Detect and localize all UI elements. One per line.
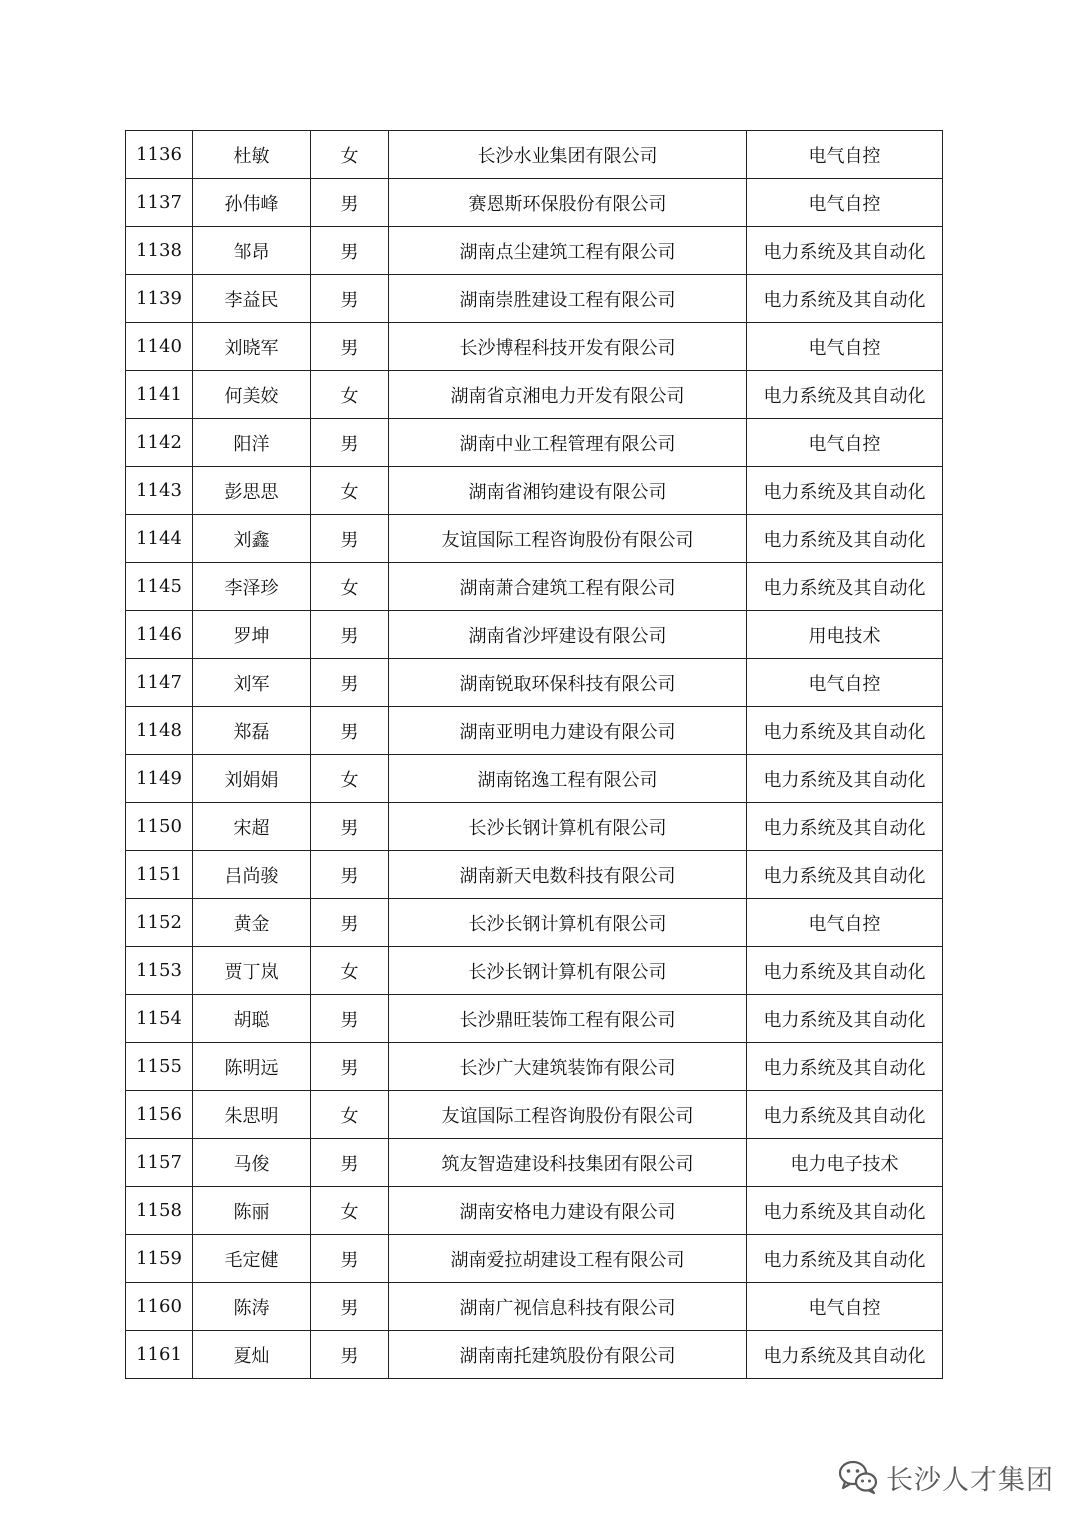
cell-company: 友谊国际工程咨询股份有限公司 xyxy=(389,515,747,563)
cell-company: 长沙长钢计算机有限公司 xyxy=(389,899,747,947)
cell-gender: 女 xyxy=(311,1091,389,1139)
cell-company: 湖南铭逸工程有限公司 xyxy=(389,755,747,803)
cell-name: 黄金 xyxy=(193,899,311,947)
cell-number: 1156 xyxy=(126,1091,193,1139)
table-row xyxy=(126,1187,943,1235)
cell-company: 湖南省京湘电力开发有限公司 xyxy=(389,371,747,419)
cell-major: 电力系统及其自动化 xyxy=(747,1235,943,1283)
cell-company: 湖南中业工程管理有限公司 xyxy=(389,419,747,467)
cell-number: 1148 xyxy=(126,707,193,755)
watermark xyxy=(838,1457,1054,1497)
table-row xyxy=(126,803,943,851)
table-row xyxy=(126,419,943,467)
cell-company: 赛恩斯环保股份有限公司 xyxy=(389,179,747,227)
table-row xyxy=(126,1043,943,1091)
cell-gender: 男 xyxy=(311,1043,389,1091)
cell-major: 电力电子技术 xyxy=(747,1139,943,1187)
cell-name: 朱思明 xyxy=(193,1091,311,1139)
cell-major: 电力系统及其自动化 xyxy=(747,515,943,563)
cell-company: 湖南锐取环保科技有限公司 xyxy=(389,659,747,707)
cell-name: 胡聪 xyxy=(193,995,311,1043)
table-row xyxy=(126,371,943,419)
cell-major: 电力系统及其自动化 xyxy=(747,755,943,803)
cell-name: 陈明远 xyxy=(193,1043,311,1091)
cell-company: 湖南新天电数科技有限公司 xyxy=(389,851,747,899)
cell-number: 1146 xyxy=(126,611,193,659)
cell-number: 1153 xyxy=(126,947,193,995)
cell-major: 电气自控 xyxy=(747,323,943,371)
cell-company: 湖南亚明电力建设有限公司 xyxy=(389,707,747,755)
cell-company: 筑友智造建设科技集团有限公司 xyxy=(389,1139,747,1187)
cell-number: 1136 xyxy=(126,131,193,179)
cell-company: 湖南省沙坪建设有限公司 xyxy=(389,611,747,659)
cell-major: 电气自控 xyxy=(747,899,943,947)
cell-number: 1159 xyxy=(126,1235,193,1283)
table-row xyxy=(126,275,943,323)
cell-company: 湖南南托建筑股份有限公司 xyxy=(389,1331,747,1379)
cell-gender: 男 xyxy=(311,1139,389,1187)
cell-company: 长沙水业集团有限公司 xyxy=(389,131,747,179)
cell-number: 1143 xyxy=(126,467,193,515)
cell-number: 1161 xyxy=(126,1331,193,1379)
table-row xyxy=(126,707,943,755)
cell-gender: 男 xyxy=(311,1283,389,1331)
cell-name: 宋超 xyxy=(193,803,311,851)
table-row xyxy=(126,659,943,707)
cell-number: 1160 xyxy=(126,1283,193,1331)
table-row xyxy=(126,1331,943,1379)
table-row xyxy=(126,323,943,371)
table-row xyxy=(126,755,943,803)
cell-gender: 女 xyxy=(311,755,389,803)
cell-company: 湖南爱拉胡建设工程有限公司 xyxy=(389,1235,747,1283)
cell-major: 电力系统及其自动化 xyxy=(747,1091,943,1139)
cell-gender: 男 xyxy=(311,1235,389,1283)
cell-number: 1155 xyxy=(126,1043,193,1091)
cell-major: 电气自控 xyxy=(747,179,943,227)
cell-gender: 男 xyxy=(311,611,389,659)
cell-gender: 男 xyxy=(311,995,389,1043)
table-row xyxy=(126,899,943,947)
cell-gender: 女 xyxy=(311,563,389,611)
cell-gender: 男 xyxy=(311,323,389,371)
cell-company: 友谊国际工程咨询股份有限公司 xyxy=(389,1091,747,1139)
table-row xyxy=(126,515,943,563)
cell-name: 刘晓军 xyxy=(193,323,311,371)
cell-major: 电气自控 xyxy=(747,1283,943,1331)
table-row xyxy=(126,1283,943,1331)
cell-name: 夏灿 xyxy=(193,1331,311,1379)
cell-number: 1150 xyxy=(126,803,193,851)
cell-name: 罗坤 xyxy=(193,611,311,659)
cell-major: 电力系统及其自动化 xyxy=(747,995,943,1043)
cell-name: 郑磊 xyxy=(193,707,311,755)
cell-gender: 男 xyxy=(311,707,389,755)
cell-major: 电力系统及其自动化 xyxy=(747,1331,943,1379)
cell-number: 1151 xyxy=(126,851,193,899)
cell-number: 1140 xyxy=(126,323,193,371)
cell-number: 1139 xyxy=(126,275,193,323)
cell-company: 长沙广大建筑装饰有限公司 xyxy=(389,1043,747,1091)
cell-name: 孙伟峰 xyxy=(193,179,311,227)
cell-company: 湖南崇胜建设工程有限公司 xyxy=(389,275,747,323)
cell-name: 毛定健 xyxy=(193,1235,311,1283)
cell-major: 电力系统及其自动化 xyxy=(747,563,943,611)
cell-major: 电力系统及其自动化 xyxy=(747,1187,943,1235)
cell-name: 李益民 xyxy=(193,275,311,323)
cell-gender: 女 xyxy=(311,131,389,179)
table-row xyxy=(126,179,943,227)
cell-major: 电气自控 xyxy=(747,131,943,179)
cell-gender: 女 xyxy=(311,371,389,419)
cell-major: 电气自控 xyxy=(747,659,943,707)
cell-number: 1137 xyxy=(126,179,193,227)
cell-gender: 男 xyxy=(311,179,389,227)
cell-company: 长沙博程科技开发有限公司 xyxy=(389,323,747,371)
cell-major: 电力系统及其自动化 xyxy=(747,803,943,851)
cell-major: 用电技术 xyxy=(747,611,943,659)
cell-major: 电力系统及其自动化 xyxy=(747,467,943,515)
table-row xyxy=(126,611,943,659)
cell-name: 杜敏 xyxy=(193,131,311,179)
cell-name: 彭思思 xyxy=(193,467,311,515)
cell-gender: 女 xyxy=(311,467,389,515)
cell-name: 阳洋 xyxy=(193,419,311,467)
cell-major: 电力系统及其自动化 xyxy=(747,275,943,323)
cell-number: 1157 xyxy=(126,1139,193,1187)
cell-name: 陈丽 xyxy=(193,1187,311,1235)
cell-company: 湖南安格电力建设有限公司 xyxy=(389,1187,747,1235)
cell-number: 1147 xyxy=(126,659,193,707)
roster-body xyxy=(126,131,943,1379)
cell-name: 邹昂 xyxy=(193,227,311,275)
cell-gender: 男 xyxy=(311,659,389,707)
cell-name: 马俊 xyxy=(193,1139,311,1187)
cell-major: 电力系统及其自动化 xyxy=(747,371,943,419)
table-row xyxy=(126,227,943,275)
cell-number: 1138 xyxy=(126,227,193,275)
roster-table xyxy=(125,130,943,1379)
cell-name: 刘娟娟 xyxy=(193,755,311,803)
cell-company: 湖南点尘建筑工程有限公司 xyxy=(389,227,747,275)
cell-name: 何美姣 xyxy=(193,371,311,419)
cell-name: 刘鑫 xyxy=(193,515,311,563)
cell-number: 1158 xyxy=(126,1187,193,1235)
cell-company: 湖南广视信息科技有限公司 xyxy=(389,1283,747,1331)
cell-gender: 男 xyxy=(311,1331,389,1379)
cell-gender: 男 xyxy=(311,419,389,467)
cell-name: 贾丁岚 xyxy=(193,947,311,995)
cell-major: 电力系统及其自动化 xyxy=(747,947,943,995)
cell-number: 1144 xyxy=(126,515,193,563)
cell-company: 湖南萧合建筑工程有限公司 xyxy=(389,563,747,611)
table-row xyxy=(126,563,943,611)
cell-major: 电力系统及其自动化 xyxy=(747,227,943,275)
cell-name: 刘军 xyxy=(193,659,311,707)
cell-company: 湖南省湘钧建设有限公司 xyxy=(389,467,747,515)
cell-company: 长沙长钢计算机有限公司 xyxy=(389,947,747,995)
table-row xyxy=(126,1235,943,1283)
cell-name: 吕尚骏 xyxy=(193,851,311,899)
cell-major: 电力系统及其自动化 xyxy=(747,1043,943,1091)
table-row xyxy=(126,1139,943,1187)
cell-gender: 女 xyxy=(311,1187,389,1235)
cell-gender: 男 xyxy=(311,227,389,275)
watermark-text: 长沙人才集团 xyxy=(886,1464,1054,1496)
cell-name: 陈涛 xyxy=(193,1283,311,1331)
cell-number: 1152 xyxy=(126,899,193,947)
table-row xyxy=(126,131,943,179)
cell-major: 电气自控 xyxy=(747,419,943,467)
table-row xyxy=(126,947,943,995)
cell-gender: 男 xyxy=(311,803,389,851)
cell-gender: 男 xyxy=(311,515,389,563)
cell-number: 1142 xyxy=(126,419,193,467)
cell-company: 长沙长钢计算机有限公司 xyxy=(389,803,747,851)
cell-number: 1145 xyxy=(126,563,193,611)
table-row xyxy=(126,995,943,1043)
cell-name: 李泽珍 xyxy=(193,563,311,611)
cell-gender: 男 xyxy=(311,275,389,323)
cell-number: 1149 xyxy=(126,755,193,803)
cell-gender: 男 xyxy=(311,851,389,899)
table-row xyxy=(126,467,943,515)
table-row xyxy=(126,851,943,899)
cell-company: 长沙鼎旺装饰工程有限公司 xyxy=(389,995,747,1043)
table-row xyxy=(126,1091,943,1139)
cell-gender: 女 xyxy=(311,947,389,995)
cell-number: 1154 xyxy=(126,995,193,1043)
cell-major: 电力系统及其自动化 xyxy=(747,707,943,755)
cell-gender: 男 xyxy=(311,899,389,947)
cell-major: 电力系统及其自动化 xyxy=(747,851,943,899)
cell-number: 1141 xyxy=(126,371,193,419)
wechat-icon xyxy=(838,1459,878,1495)
